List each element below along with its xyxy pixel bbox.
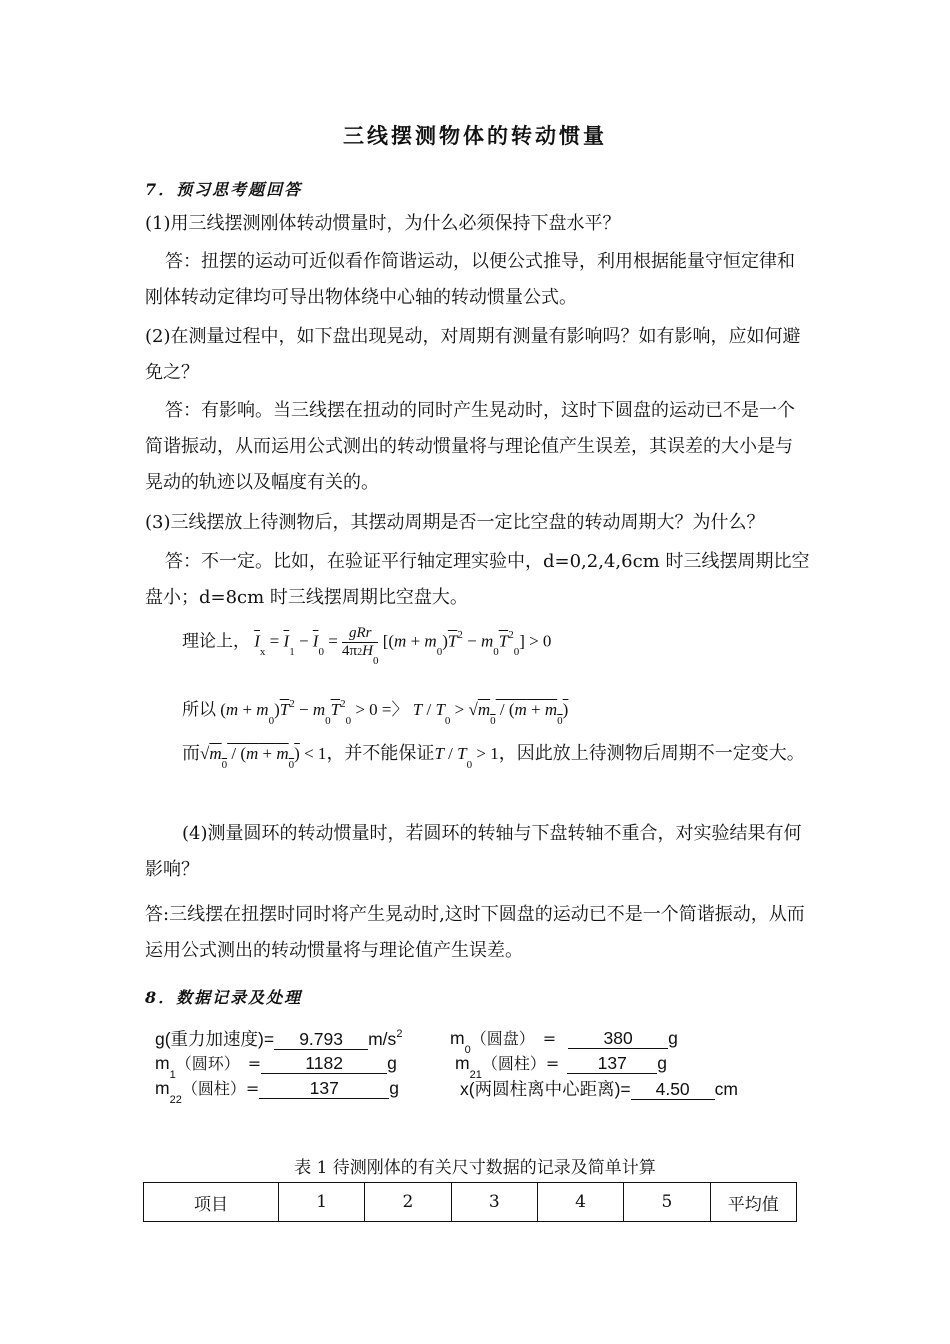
m0-name: （圆盘） = <box>470 1029 557 1048</box>
m21-value: 137 <box>567 1054 657 1074</box>
answer-1: 答：扭摆的运动可近似看作简谐运动，以便公式推导，利用根据能量守恒定律和刚体转动定律均可导出物体绕中心轴的转动惯量公式。 <box>145 251 795 308</box>
m0-label: m <box>450 1028 465 1048</box>
x-label: x(两圆柱离中心距离)= <box>460 1079 631 1099</box>
question-2: (2)在测量过程中，如下盘出现晃动，对周期有测量有影响吗？如有影响，应如何避免之？ <box>145 326 801 383</box>
table-header-cell: 3 <box>451 1183 537 1222</box>
answer-3: 答：不一定。比如，在验证平行轴定理实验中，d=0,2,4,6cm 时三线摆周期比空盘小；d=8cm 时三线摆周期比空盘大。 <box>145 551 810 608</box>
m1-value: 1182 <box>261 1054 387 1074</box>
m22-unit: g <box>389 1078 399 1098</box>
m1-sub: 1 <box>169 1069 176 1081</box>
data-x <box>460 1076 738 1101</box>
table-header-cell: 4 <box>537 1183 623 1222</box>
formula-therefore: 所以 $(m + m_0)\overline{T}^2 - m_0\overline{T}^2_0 > 0$ =〉 $T / T_0 > √m_0 / (m + m_0)$ <box>182 698 569 727</box>
formula-conclusion-mid: ，并不能保证 <box>326 743 435 764</box>
formula-theory-prefix: 理论上， <box>182 631 250 652</box>
question-4: (4)测量圆环的转动惯量时，若圆环的转轴与下盘转轴不重合，对实验结果有何影响？ <box>145 823 802 880</box>
m1-label: m <box>155 1053 170 1073</box>
m0-value: 380 <box>568 1029 668 1049</box>
question-1: (1)用三线摆测刚体转动惯量时，为什么必须保持下盘水平？ <box>145 213 621 234</box>
data-m0 <box>450 1026 678 1056</box>
data-m1 <box>155 1051 397 1081</box>
x-value: 4.50 <box>631 1080 715 1100</box>
formula-theory: 理论上， $\overline{I}_x = \overline{I}_1 - \overline{I}_0$ = $\frac{\text{gRr}}{4\pi 2H_0}$ $[(m + m_0)\overline{T}^2 - m_0\overline{T}^2_0] > 0$ <box>182 625 552 667</box>
table-1 <box>143 1182 797 1222</box>
m21-label: m <box>455 1053 470 1073</box>
table-header-cell: 5 <box>624 1183 710 1222</box>
data-m21 <box>455 1051 667 1081</box>
x-unit: cm <box>714 1079 738 1099</box>
m0-unit: g <box>668 1028 678 1048</box>
table-header-cell: 1 <box>278 1183 364 1222</box>
formula-conclusion-suffix: ，因此放上待测物后周期不一定变大。 <box>498 743 805 764</box>
table-header-cell: 项目 <box>144 1183 279 1222</box>
section-7-heading: 7．预习思考题回答 <box>145 180 303 199</box>
m21-unit: g <box>657 1053 667 1073</box>
m1-unit: g <box>387 1053 397 1073</box>
m21-name: （圆柱）= <box>481 1054 560 1073</box>
answer-4: 答:三线摆在扭摆时同时将产生晃动时,这时下圆盘的运动已不是一个简谐振动，从而运用公式测出的转动惯量将与理论值产生误差。 <box>145 904 805 961</box>
answer-2: 答：有影响。当三线摆在扭动的同时产生晃动时，这时下圆盘的运动已不是一个简谐振动，从而运用公式测出的转动惯量将与理论值产生误差，其误差的大小是与晃动的轨迹以及幅度有关的。 <box>145 400 795 493</box>
g-label: g(重力加速度)= <box>155 1029 275 1049</box>
table-header-cell: 2 <box>365 1183 451 1222</box>
formula-conclusion-prefix: 而 <box>182 743 200 764</box>
data-g <box>155 1026 402 1051</box>
formula-therefore-prefix: 所以 <box>182 700 216 720</box>
g-unit: m/s <box>368 1029 397 1049</box>
m22-value: 137 <box>259 1079 389 1099</box>
g-unit-sup: 2 <box>396 1028 403 1040</box>
question-3: (3)三线摆放上待测物后，其摆动周期是否一定比空盘的转动周期大？为什么？ <box>145 512 765 533</box>
m21-sub: 21 <box>469 1069 482 1081</box>
section-8-heading: 8．数据记录及处理 <box>145 988 303 1007</box>
m1-name: （圆环） = <box>175 1054 262 1073</box>
page-title: 三线摆测物体的转动惯量 <box>343 123 607 148</box>
formula-conclusion: 而$√m_0 / (m + m_0) < 1$，并不能保证$T / T_0 > 1$，因此放上待测物后周期不一定变大。 <box>182 743 805 771</box>
data-m22 <box>155 1076 399 1106</box>
table-header-cell: 平均值 <box>710 1183 796 1222</box>
table-header-row <box>144 1183 797 1222</box>
g-value: 9.793 <box>274 1030 368 1050</box>
table-1-caption: 表 1 待测刚体的有关尺寸数据的记录及简单计算 <box>294 1158 656 1178</box>
m22-label: m <box>155 1078 170 1098</box>
m0-sub: 0 <box>464 1044 471 1056</box>
m22-sub: 22 <box>169 1094 182 1106</box>
m22-name: （圆柱）= <box>181 1079 260 1098</box>
formula-fraction: $\frac{\text{gRr}}{4\pi 2H_0}$ <box>342 625 379 667</box>
